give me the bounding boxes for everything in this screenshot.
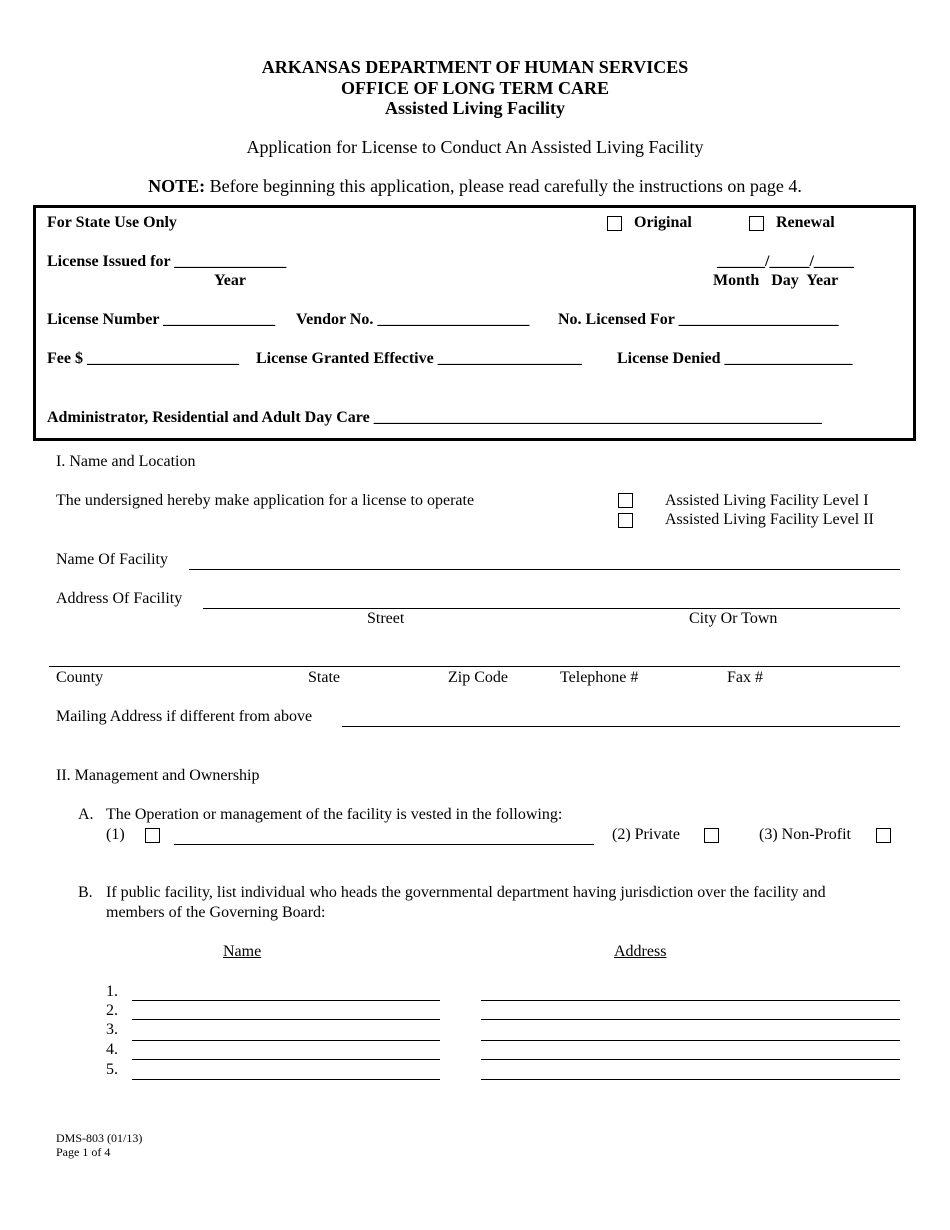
level2-label: Assisted Living Facility Level II bbox=[665, 511, 874, 528]
name-of-facility-label: Name Of Facility bbox=[56, 551, 168, 568]
city-caption: City Or Town bbox=[689, 610, 778, 627]
row-number: 1. bbox=[106, 983, 118, 1000]
original-checkbox[interactable] bbox=[607, 216, 622, 231]
renewal-checkbox[interactable] bbox=[749, 216, 764, 231]
address-of-facility-line[interactable] bbox=[203, 608, 900, 609]
name-column-header: Name bbox=[223, 943, 262, 960]
row-number: 2. bbox=[106, 1002, 118, 1019]
section1-title: I. Name and Location bbox=[56, 453, 196, 470]
street-caption: Street bbox=[367, 610, 405, 627]
note-text: Before beginning this application, please read carefully the instructions on page 4. bbox=[205, 176, 802, 196]
option1-checkbox[interactable] bbox=[145, 828, 160, 843]
row-number: 5. bbox=[106, 1061, 118, 1078]
administrator-field[interactable]: Administrator, Residential and Adult Day Care ________________________________________________________ bbox=[47, 409, 822, 426]
row-address-line[interactable] bbox=[481, 1059, 900, 1060]
county-caption: County bbox=[56, 669, 104, 686]
mailing-address-label: Mailing Address if different from above bbox=[56, 708, 313, 725]
note-line bbox=[0, 176, 950, 197]
row-address-line[interactable] bbox=[481, 1000, 900, 1001]
application-text: The undersigned hereby make application for a license to operate bbox=[56, 492, 475, 509]
option2-label: (2) Private bbox=[612, 826, 680, 843]
form-subtitle: Application for License to Conduct An Assisted Living Facility bbox=[246, 137, 704, 157]
renewal-label: Renewal bbox=[776, 214, 835, 231]
row-number: 3. bbox=[106, 1021, 118, 1038]
row-number: 4. bbox=[106, 1041, 118, 1058]
level1-label: Assisted Living Facility Level I bbox=[665, 492, 869, 509]
item-b-text-1: If public facility, list individual who heads the governmental department having jurisdiction over the facility and bbox=[106, 884, 826, 901]
non-profit-checkbox[interactable] bbox=[876, 828, 891, 843]
item-a-letter: A. bbox=[78, 806, 94, 823]
option3-label: (3) Non-Profit bbox=[759, 826, 851, 843]
page-number: Page 1 of 4 bbox=[56, 1145, 111, 1159]
state-use-title: For State Use Only bbox=[47, 214, 177, 231]
vendor-number-field[interactable]: Vendor No. ___________________ bbox=[296, 311, 530, 328]
item-a-text: The Operation or management of the facility is vested in the following: bbox=[106, 806, 563, 823]
licensed-for-field[interactable]: No. Licensed For ____________________ bbox=[558, 311, 839, 328]
level1-checkbox[interactable] bbox=[618, 493, 633, 508]
state-caption: State bbox=[308, 669, 340, 686]
private-checkbox[interactable] bbox=[704, 828, 719, 843]
form-number: DMS-803 (01/13) bbox=[56, 1131, 143, 1145]
option1-label: (1) bbox=[106, 826, 125, 843]
address-column-header: Address bbox=[614, 943, 667, 960]
agency-title: ARKANSAS DEPARTMENT OF HUMAN SERVICES bbox=[261, 57, 689, 77]
item-b-text-2: members of the Governing Board: bbox=[106, 904, 326, 921]
fax-caption: Fax # bbox=[727, 669, 763, 686]
fee-field[interactable]: Fee $ ___________________ bbox=[47, 350, 239, 367]
note-label: NOTE: bbox=[148, 176, 206, 196]
row-name-line[interactable] bbox=[132, 1000, 440, 1001]
license-issued-field[interactable]: License Issued for ______________ bbox=[47, 253, 287, 270]
row-address-line[interactable] bbox=[481, 1040, 900, 1041]
county-state-line[interactable] bbox=[49, 666, 900, 667]
name-of-facility-line[interactable] bbox=[189, 569, 900, 570]
address-of-facility-label: Address Of Facility bbox=[56, 590, 183, 607]
row-name-line[interactable] bbox=[132, 1059, 440, 1060]
office-title: OFFICE OF LONG TERM CARE bbox=[340, 78, 609, 98]
date-field[interactable]: ______/_____/_____ bbox=[717, 253, 854, 270]
mailing-address-line[interactable] bbox=[342, 726, 900, 727]
row-name-line[interactable] bbox=[132, 1019, 440, 1020]
zip-caption: Zip Code bbox=[448, 669, 508, 686]
row-name-line[interactable] bbox=[132, 1040, 440, 1041]
row-name-line[interactable] bbox=[132, 1079, 440, 1080]
item-b-letter: B. bbox=[78, 884, 93, 901]
facility-type-title: Assisted Living Facility bbox=[384, 98, 565, 118]
original-label: Original bbox=[634, 214, 692, 231]
row-address-line[interactable] bbox=[481, 1019, 900, 1020]
license-granted-field[interactable]: License Granted Effective __________________ bbox=[256, 350, 582, 367]
date-captions: Month Day Year bbox=[713, 272, 839, 289]
license-denied-field[interactable]: License Denied ________________ bbox=[617, 350, 853, 367]
option1-line[interactable] bbox=[174, 844, 594, 845]
section2-title: II. Management and Ownership bbox=[56, 767, 260, 784]
row-address-line[interactable] bbox=[481, 1079, 900, 1080]
year-caption: Year bbox=[214, 272, 246, 289]
telephone-caption: Telephone # bbox=[560, 669, 639, 686]
level2-checkbox[interactable] bbox=[618, 513, 633, 528]
license-number-field[interactable]: License Number ______________ bbox=[47, 311, 276, 328]
